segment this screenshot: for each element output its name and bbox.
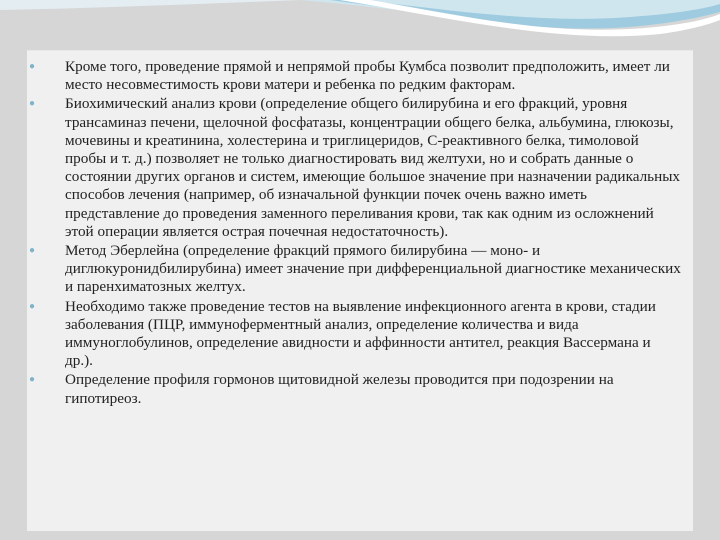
bullet-item bbox=[27, 371, 682, 407]
bullet-item bbox=[27, 242, 682, 297]
bullet-text: Необходимо также проведение тестов на выявление инфекционного агента в крови, стадии заболевания (ПЦР, иммуноферментный анализ, определение количества и вида иммуноглобулинов, определение авидности и аффинности антител, реакция Вассермана и др.). bbox=[65, 297, 656, 370]
bullet-dot-icon: ● bbox=[28, 61, 36, 72]
bullet-item bbox=[27, 58, 682, 94]
bullet-item bbox=[27, 298, 682, 371]
bullet-dot-icon: ● bbox=[28, 245, 36, 257]
wave-soft-edge bbox=[0, 0, 300, 10]
bullet-text: Биохимический анализ крови (определение общего билирубина и его фракций, уровня трансаминаз печени, щелочной фосфатазы, концентрации общего белка, альбумина, глюкозы, мочевины и креатинина, холестерина и триглицеридов, С-реактивного белка, тимоловой пробы и т. д.) позволяет не только диагностировать вид желтухи, но и собрать данные о состоянии других органов и систем, имеющие большое значение при назначении радикальных способов лечения (например, об изначальной функции почек очень важно иметь представление до проведения заменного переливания крови, так как одним из осложнений этой операции является острая почечная недостаточность). bbox=[65, 95, 681, 240]
bullet-text: Кроме того, проведение прямой и непрямой пробы Кумбса позволит предположить, имеет ли место несовместимость крови матери и ребенка по редким факторам. bbox=[65, 58, 670, 94]
bullet-dot-icon: ● bbox=[28, 374, 36, 386]
bullet-text: Метод Эберлейна (определение фракций прямого билирубина — моно- и диглюкуронидбилирубина) имеет значение при дифференциальной диагностике механических и паренхиматозных желтух. bbox=[65, 242, 681, 296]
bullet-item bbox=[27, 95, 682, 241]
bullet-list bbox=[27, 58, 682, 409]
bullet-text: Определение профиля гормонов щитовидной железы проводится при подозрении на гипотиреоз. bbox=[65, 371, 614, 407]
bullet-dot-icon: ● bbox=[28, 300, 36, 312]
bullet-dot-icon: ● bbox=[28, 98, 36, 110]
